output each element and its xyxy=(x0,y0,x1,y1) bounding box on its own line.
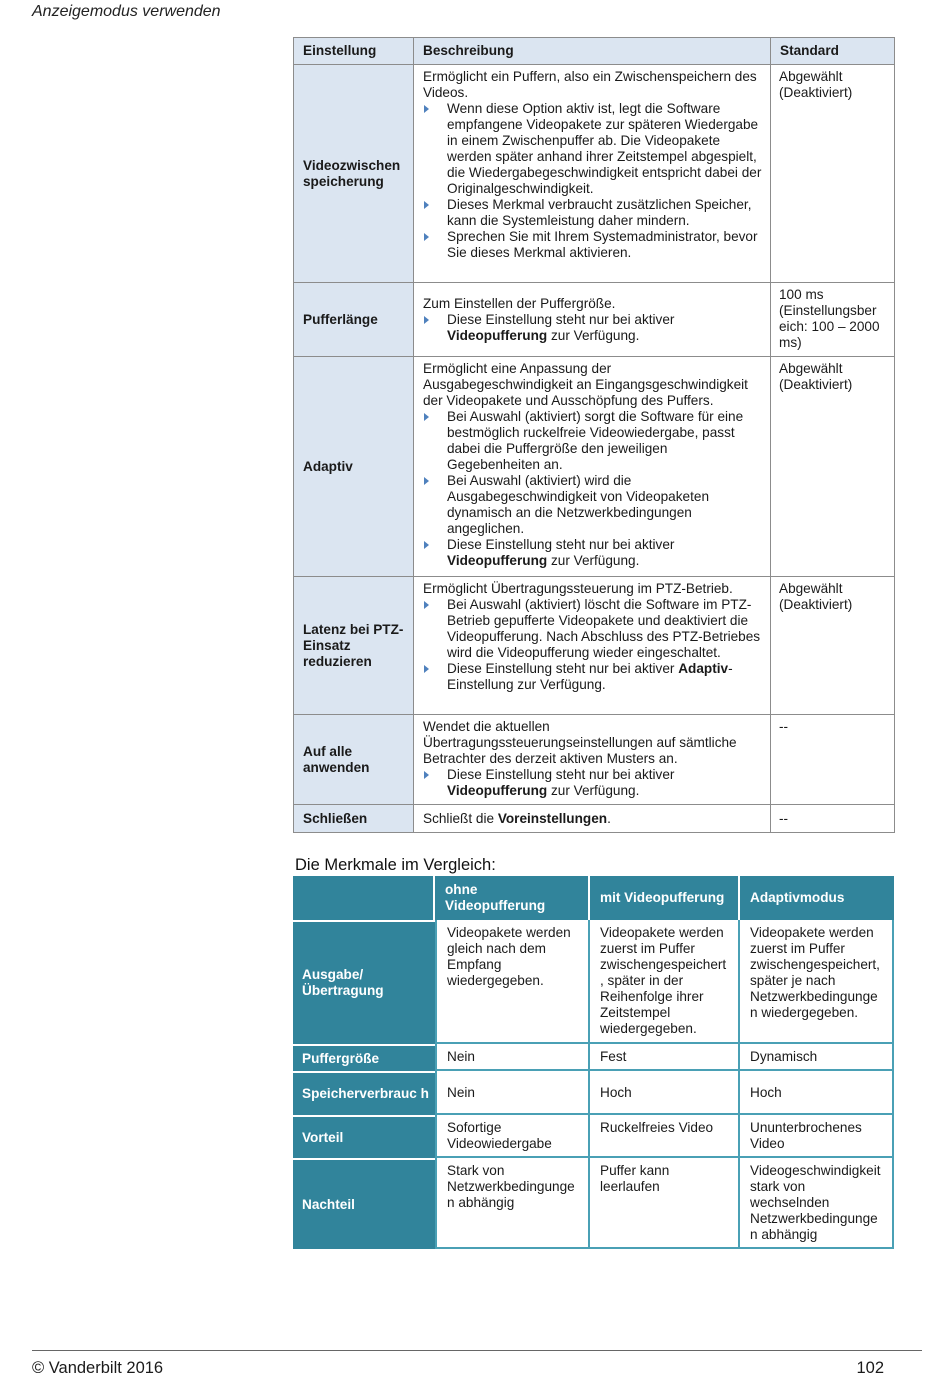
header-no-buffering: ohne Videopufferung xyxy=(435,876,590,920)
setting-name: Latenz bei PTZ-Einsatz reduzieren xyxy=(294,577,414,715)
comparison-title: Die Merkmale im Vergleich: xyxy=(295,856,496,874)
description-intro: Ermöglicht Übertragungssteuerung im PTZ-Betrieb. xyxy=(423,581,733,596)
description-intro: Zum Einstellen der Puffergröße. xyxy=(423,295,616,311)
row-label: Nachteil xyxy=(293,1158,435,1249)
footer-copyright: © Vanderbilt 2016 xyxy=(32,1359,164,1377)
setting-description xyxy=(414,715,771,805)
row-label: Speicherverbrauc h xyxy=(293,1071,435,1115)
comparison-header-row xyxy=(293,876,894,920)
header-adaptive-mode: Adaptivmodus xyxy=(740,876,894,920)
bullet-text: Diese Einstellung steht nur bei aktiver xyxy=(447,537,675,552)
comparison-cell: Dynamisch xyxy=(740,1044,894,1071)
header-default: Standard xyxy=(771,38,895,65)
setting-description xyxy=(414,577,771,715)
bullet-item xyxy=(447,661,762,693)
setting-name: Auf alle anwenden xyxy=(294,715,414,805)
row-video-buffering xyxy=(294,65,895,283)
description-intro: Ermöglicht eine Anpassung der Ausgabegeschwindigkeit an Eingangsgeschwindigkeit der Videopakete und Ausschöpfung des Puffers. xyxy=(423,361,748,408)
row-buffer-length xyxy=(294,283,895,357)
description-text: . xyxy=(607,810,611,826)
header-description: Beschreibung xyxy=(414,38,771,65)
running-head: Anzeigemodus verwenden xyxy=(32,3,221,20)
row-label: Puffergröße xyxy=(293,1044,435,1071)
comparison-cell: Videopakete werden gleich nach dem Empfang wiedergegeben. xyxy=(435,920,590,1044)
comparison-cell: Nein xyxy=(435,1071,590,1115)
comparison-cell: Hoch xyxy=(590,1071,740,1115)
bullet-item xyxy=(447,537,762,569)
header-with-buffering: mit Videopufferung xyxy=(590,876,740,920)
setting-default: Abgewählt (Deaktiviert) xyxy=(771,65,895,283)
bullet-item: Bei Auswahl (aktiviert) löscht die Software im PTZ-Betrieb gepufferte Videopakete und deaktiviert die Videopufferung. Nach Abschluss des PTZ-Betriebes wird die Videopufferung wieder eingeschaltet. xyxy=(447,597,761,660)
description-text: Schließt die xyxy=(423,810,495,826)
comparison-cell: Nein xyxy=(435,1044,590,1071)
bullet-bold-term: Adaptiv xyxy=(678,661,729,676)
description-intro: Ermöglicht ein Puffern, also ein Zwischenspeichern des Videos. xyxy=(423,69,757,100)
row-label: Vorteil xyxy=(293,1115,435,1158)
header-setting: Einstellung xyxy=(294,38,414,65)
setting-default: 100 ms (Einstellungsber eich: 100 – 2000 ms) xyxy=(771,283,895,357)
setting-default: Abgewählt (Deaktiviert) xyxy=(771,577,895,715)
setting-description xyxy=(414,65,771,283)
bullet-list xyxy=(423,409,762,569)
comparison-cell: Videopakete werden zuerst im Puffer zwischengespeichert , später in der Reihenfolge ihrer Zeitstempel wiedergegeben. xyxy=(590,920,740,1044)
comparison-row-memory xyxy=(293,1071,894,1115)
header-corner xyxy=(293,876,435,920)
row-close xyxy=(294,805,895,833)
comparison-cell: Hoch xyxy=(740,1071,894,1115)
bullet-bold-term: Videopufferung xyxy=(447,553,548,568)
comparison-cell: Videogeschwindigkeit stark von wechselnden Netzwerkbedingunge n abhängig xyxy=(740,1158,894,1249)
row-ptz-latency xyxy=(294,577,895,715)
bullet-list xyxy=(423,767,762,799)
bullet-list xyxy=(423,312,762,344)
bullet-item xyxy=(447,767,762,799)
bullet-item: Bei Auswahl (aktiviert) wird die Ausgabegeschwindigkeit von Videopaketen dynamisch an die Netzwerkbedingungen angeglichen. xyxy=(447,473,762,537)
bullet-bold-term: Videopufferung xyxy=(447,327,548,343)
footer-page-number: 102 xyxy=(856,1359,884,1377)
bullet-text: -Einstellung zur Verfügung. xyxy=(447,661,733,692)
setting-description xyxy=(414,283,771,357)
bullet-text: zur Verfügung. xyxy=(550,783,640,798)
bullet-item xyxy=(447,312,762,344)
comparison-cell: Videopakete werden zuerst im Puffer zwischengespeichert, später je nach Netzwerkbedingunge n wiedergegeben. xyxy=(740,920,894,1044)
settings-table xyxy=(293,37,895,833)
bullet-text: zur Verfügung. xyxy=(550,327,640,343)
comparison-cell: Ruckelfreies Video xyxy=(590,1115,740,1158)
description-intro: Wendet die aktuellen Übertragungssteuerungseinstellungen auf sämtliche Betrachter des derzeit aktiven Musters an. xyxy=(423,719,737,766)
comparison-cell: Stark von Netzwerkbedingunge n abhängig xyxy=(435,1158,590,1249)
bullet-item: Bei Auswahl (aktiviert) sorgt die Software für eine bestmöglich ruckelfreie Videowiedergabe, passt dabei die Puffergröße den jeweiligen Gegebenheiten an. xyxy=(447,409,762,473)
bullet-text: Diese Einstellung steht nur bei aktiver xyxy=(447,767,675,782)
comparison-cell: Ununterbrochenes Video xyxy=(740,1115,894,1158)
setting-name: Videozwischen speicherung xyxy=(294,65,414,283)
setting-default: -- xyxy=(771,805,895,833)
setting-default: Abgewählt (Deaktiviert) xyxy=(771,357,895,577)
comparison-cell: Fest xyxy=(590,1044,740,1071)
setting-default: -- xyxy=(771,715,895,805)
setting-name: Pufferlänge xyxy=(294,283,414,357)
comparison-table xyxy=(293,876,894,1249)
bullet-list xyxy=(423,597,762,693)
row-label: Ausgabe/ Übertragung xyxy=(293,920,435,1044)
comparison-cell: Puffer kann leerlaufen xyxy=(590,1158,740,1249)
comparison-row-buffer-size xyxy=(293,1044,894,1071)
bullet-list xyxy=(423,101,762,261)
row-adaptive xyxy=(294,357,895,577)
footer-divider xyxy=(32,1350,922,1351)
comparison-row-advantage xyxy=(293,1115,894,1158)
bullet-item: Dieses Merkmal verbraucht zusätzlichen Speicher, kann die Systemleistung daher mindern. xyxy=(447,197,762,229)
setting-name: Schließen xyxy=(294,805,414,833)
bullet-text: Diese Einstellung steht nur bei aktiver xyxy=(447,311,675,327)
bullet-bold-term: Videopufferung xyxy=(447,783,548,798)
comparison-row-disadvantage xyxy=(293,1158,894,1249)
setting-description xyxy=(414,805,771,833)
setting-description xyxy=(414,357,771,577)
description-bold-term: Voreinstellungen xyxy=(497,810,608,826)
bullet-item: Sprechen Sie mit Ihrem Systemadministrator, bevor Sie dieses Merkmal aktivieren. xyxy=(447,229,762,261)
comparison-row-output xyxy=(293,920,894,1044)
row-apply-all xyxy=(294,715,895,805)
bullet-item: Wenn diese Option aktiv ist, legt die Software empfangene Videopakete zur späteren Wiedergabe in einem Zwischenpuffer ab. Die Videopakete werden später anhand ihrer Zeitstempel abgespielt, die Wiedergabegeschwindigkeit entspricht dabei der Originalgeschwindigkeit. xyxy=(447,101,762,196)
bullet-text: zur Verfügung. xyxy=(550,553,640,568)
comparison-cell: Sofortige Videowiedergabe xyxy=(435,1115,590,1158)
settings-header-row xyxy=(294,38,895,65)
bullet-text: Diese Einstellung steht nur bei aktiver xyxy=(447,661,675,676)
setting-name: Adaptiv xyxy=(294,357,414,577)
